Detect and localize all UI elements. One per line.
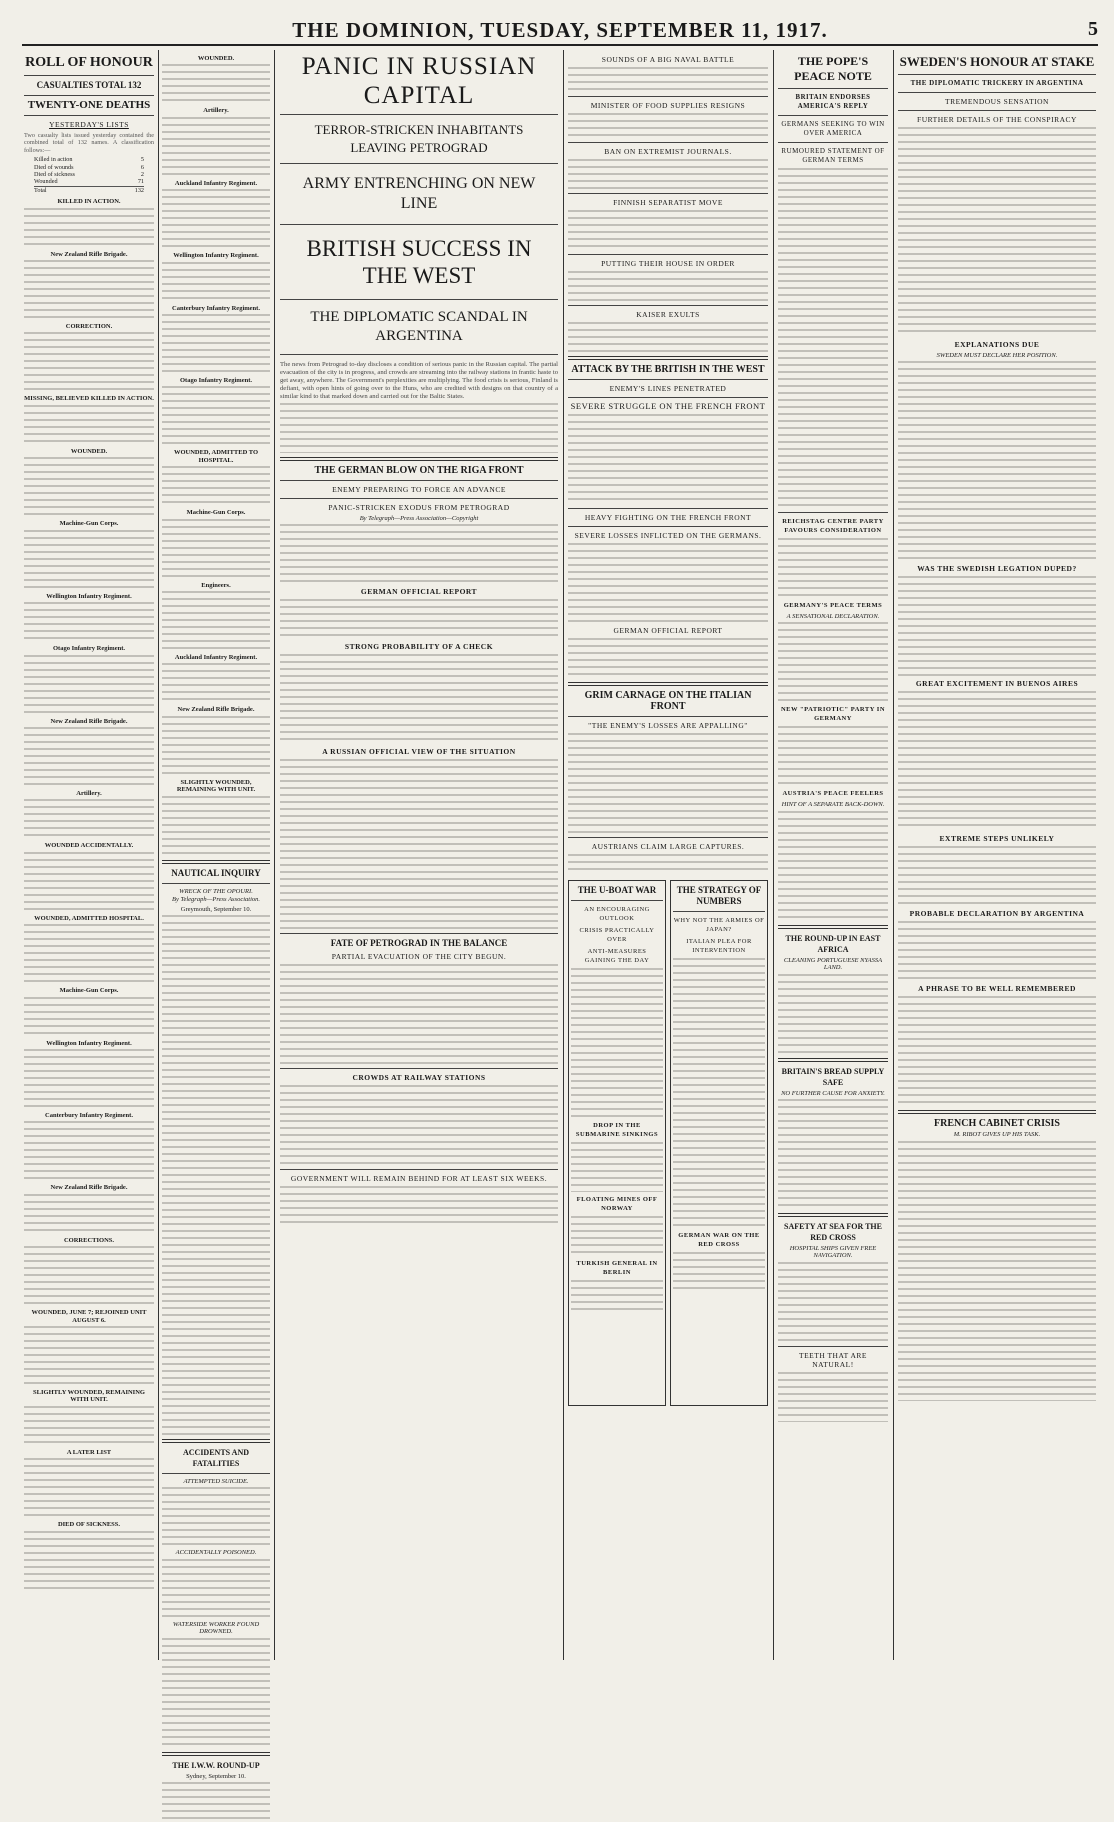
- list-text: [162, 262, 270, 302]
- list-text: [24, 457, 154, 517]
- subheadline: A SENSATIONAL DECLARATION.: [786, 613, 880, 620]
- subheadline: FURTHER DETAILS OF THE CONSPIRACY: [917, 115, 1077, 124]
- subheadline: WAS THE SWEDISH LEGATION DUPED?: [917, 564, 1077, 574]
- headline: HEAVY FIGHTING ON THE FRENCH FRONT: [584, 513, 752, 522]
- list-text: [24, 1406, 154, 1446]
- subheadline: HOSPITAL SHIPS GIVEN FREE NAVIGATION.: [789, 1245, 877, 1260]
- list-text: [24, 1049, 154, 1109]
- article-text: [778, 726, 888, 786]
- headline: THE POPE'S PEACE NOTE: [794, 54, 872, 83]
- headline: FINNISH SEPARATIST MOVE: [613, 198, 723, 207]
- boxed-article-strategy: [670, 880, 768, 1406]
- list-text: [24, 1121, 154, 1181]
- article-text: [898, 361, 1096, 561]
- section-heading: MISSING, BELIEVED KILLED IN ACTION.: [24, 395, 154, 403]
- article-text: [280, 654, 558, 744]
- headline: THE U-BOAT WAR: [577, 885, 657, 895]
- advertisement-headline: TEETH THAT ARE NATURAL!: [799, 1350, 867, 1369]
- table-row: Wounded 71: [34, 178, 144, 186]
- article-text: [568, 67, 768, 92]
- subheadline: ATTEMPTED SUICIDE.: [183, 1477, 249, 1485]
- section-heading: DIED OF SICKNESS.: [57, 1521, 121, 1529]
- column-casualties-nautical: [162, 52, 270, 1780]
- masthead: [22, 18, 1098, 46]
- article-text: [778, 1372, 888, 1422]
- headline: ACCIDENTS AND FATALITIES: [182, 1447, 249, 1468]
- section-heading: New Zealand Rifle Brigade.: [50, 717, 128, 725]
- headline: THE STRATEGY OF NUMBERS: [676, 885, 762, 906]
- table-row: Total 132: [34, 186, 144, 194]
- table-row: Killed in action 5: [34, 156, 144, 164]
- article-text: [568, 210, 768, 250]
- article-text: [162, 1487, 270, 1547]
- subheadline: GREAT EXCITEMENT IN BUENOS AIRES: [915, 679, 1079, 689]
- subheadline: CROWDS AT RAILWAY STATIONS: [352, 1073, 486, 1083]
- column-rule: [773, 50, 774, 1660]
- article-text: [898, 1141, 1096, 1401]
- subheadline: SWEDEN MUST DECLARE HER POSITION.: [936, 352, 1058, 359]
- byline: By Telegraph—Press Association.: [171, 896, 261, 904]
- headline: THE I.W.W. ROUND-UP: [172, 1760, 260, 1770]
- section-heading: WOUNDED.: [197, 55, 235, 62]
- subheadline: TERROR-STRICKEN INHABITANTS LEAVING PETROGRAD: [314, 122, 524, 155]
- headline: SOUNDS OF A BIG NAVAL BATTLE: [601, 55, 735, 64]
- article-text: [280, 1186, 558, 1226]
- casualty-lists: [24, 198, 154, 1590]
- section-heading: Artillery.: [203, 107, 229, 115]
- column-roll-of-honour: [24, 52, 154, 1662]
- article-text: [898, 921, 1096, 981]
- subheadline: PANIC-STRICKEN EXODUS FROM PETROGRAD: [328, 503, 510, 512]
- headline: NAUTICAL INQUIRY: [171, 867, 261, 878]
- section-heading: New Zealand Rifle Brigade.: [177, 706, 255, 714]
- article-text: [280, 759, 558, 929]
- article-text: [568, 854, 768, 874]
- list-text: [24, 1458, 154, 1518]
- subheadline: AUSTRIANS CLAIM LARGE CAPTURES.: [591, 842, 745, 851]
- list-text: [24, 727, 154, 787]
- subheadline: STRONG PROBABILITY OF A CHECK: [344, 642, 494, 652]
- headline: ATTACK BY THE BRITISH IN THE WEST: [571, 364, 765, 375]
- article-text: [571, 968, 663, 1118]
- section-heading: Wellington Infantry Regiment.: [46, 1039, 132, 1047]
- list-text: [24, 1326, 154, 1386]
- subheadline: EXTREME STEPS UNLIKELY: [939, 834, 1055, 844]
- subheadline: M. RIBOT GIVES UP HIS TASK.: [953, 1131, 1041, 1139]
- subheadline: SEVERE LOSSES INFLICTED ON THE GERMANS.: [574, 531, 762, 540]
- subheadline: GOVERNMENT WILL REMAIN BEHIND FOR AT LEAST SIX WEEKS.: [290, 1174, 548, 1184]
- column-rule: [274, 50, 275, 1660]
- list-text: [24, 1246, 154, 1306]
- list-text: [162, 716, 270, 776]
- list-text: [162, 796, 270, 856]
- subheadline: CLEANING PORTUGUESE NYASSA LAND.: [783, 956, 883, 972]
- list-text: [24, 997, 154, 1037]
- section-heading: WOUNDED ACCIDENTALLY.: [44, 842, 134, 850]
- section-heading: WOUNDED, ADMITTED HOSPITAL.: [34, 914, 144, 922]
- section-heading: SLIGHTLY WOUNDED, REMAINING WITH UNIT.: [176, 778, 256, 794]
- article-text: [568, 414, 768, 504]
- section-heading: WOUNDED, JUNE 7; REJOINED UNIT AUGUST 6.: [31, 1309, 147, 1324]
- section-heading: Auckland Infantry Regiment.: [174, 179, 258, 187]
- subheadline: GERMAN OFFICIAL REPORT: [613, 626, 723, 635]
- section-heading: Otago Infantry Regiment.: [179, 377, 253, 385]
- subheadline: TWENTY-ONE DEATHS: [27, 99, 151, 111]
- headline: KAISER EXULTS: [636, 310, 700, 319]
- article-text: [673, 958, 765, 1228]
- subheadline: FLOATING MINES OFF NORWAY: [576, 1196, 658, 1212]
- dateline: Sydney, September 10.: [186, 1772, 246, 1780]
- section-heading: CORRECTIONS.: [63, 1236, 115, 1244]
- subheadline: WATERSIDE WORKER FOUND DROWNED.: [172, 1620, 260, 1636]
- list-text: [24, 405, 154, 445]
- section-heading: Wellington Infantry Regiment.: [173, 252, 259, 260]
- subheadline: EXPLANATIONS DUE: [954, 340, 1040, 349]
- subheadline: ENEMY PREPARING TO FORCE AN ADVANCE: [332, 485, 506, 494]
- section-heading: Auckland Infantry Regiment.: [174, 654, 258, 662]
- list-text: [24, 799, 154, 839]
- subheadline: BRITAIN ENDORSES AMERICA'S REPLY: [795, 94, 871, 110]
- article-text: [898, 996, 1096, 1106]
- list-text: [24, 1531, 154, 1591]
- table-row: Died of sickness 2: [34, 171, 144, 179]
- section-heading: Otago Infantry Regiment.: [52, 645, 126, 653]
- article-text: [778, 974, 888, 1054]
- subheadline: TREMENDOUS SENSATION: [945, 97, 1049, 106]
- subheadline: GERMANY'S PEACE TERMS: [783, 602, 883, 609]
- article-text: [568, 543, 768, 623]
- article-text: [778, 622, 888, 702]
- headline: PUTTING THEIR HOUSE IN ORDER: [601, 259, 735, 268]
- list-text: [24, 208, 154, 248]
- subheadline: RUMOURED STATEMENT OF GERMAN TERMS: [781, 147, 885, 164]
- article-text: [162, 1638, 270, 1748]
- article-text: [162, 915, 270, 1435]
- section-heading: Machine-Gun Corps.: [59, 520, 119, 528]
- headline: FRENCH CABINET CRISIS: [934, 1118, 1060, 1130]
- article-text: [568, 733, 768, 833]
- byline: By Telegraph—Press Association—Copyright: [359, 515, 479, 522]
- dateline: Greymouth, September 10.: [180, 905, 252, 913]
- subheadline: NO FURTHER CAUSE FOR ANXIETY.: [781, 1089, 885, 1097]
- table-row: Died of wounds 6: [34, 163, 144, 171]
- list-text: [24, 655, 154, 715]
- column-pope-peace-note: [778, 52, 888, 1662]
- article-text: [571, 1216, 663, 1256]
- list-text: [24, 332, 154, 392]
- article-text: [280, 964, 558, 1064]
- list-text: [162, 117, 270, 177]
- article-text: [280, 403, 558, 453]
- section-heading: WOUNDED.: [70, 447, 108, 455]
- subheadline: NEW "PATRIOTIC" PARTY IN GERMANY: [780, 706, 886, 723]
- subheadline: WHY NOT THE ARMIES OF JAPAN?: [673, 917, 765, 933]
- subheadline: CASUALTIES TOTAL 132: [36, 80, 142, 90]
- section-heading: New Zealand Rifle Brigade.: [50, 1184, 128, 1192]
- section-heading: KILLED IN ACTION.: [57, 198, 121, 206]
- casualty-table: [34, 156, 144, 194]
- subheadline: WRECK OF THE OPOURI.: [179, 887, 253, 895]
- headline: BRITAIN'S BREAD SUPPLY SAFE: [781, 1066, 885, 1087]
- section-heading: CORRECTION.: [65, 323, 113, 331]
- subheadline: THE DIPLOMATIC TRICKERY IN ARGENTINA: [910, 79, 1084, 87]
- subheadline: ENEMY'S LINES PENETRATED: [609, 384, 727, 393]
- article-text: [280, 1085, 558, 1165]
- lead-paragraph: The news from Petrograd to-day discloses a condition of serious panic in the Russian capital. The partial evacuation of the city is in progress, and crowds are streaming into the railway stations in frantic haste to get away, anywhere. The Government's perplexities are multiplying. The food crisis is serious, Finland is defiant, with open hints of going over to the Huns, who are credited with designs on that country of a similar kind to that marked down and carried out for the Baltic States.: [280, 361, 558, 400]
- headline: MINISTER OF FOOD SUPPLIES RESIGNS: [590, 101, 746, 110]
- headline: SWEDEN'S HONOUR AT STAKE: [899, 54, 1095, 69]
- lead-headline: PANIC IN RUSSIAN CAPITAL: [301, 53, 537, 109]
- section-heading: WOUNDED, ADMITTED TO HOSPITAL.: [173, 449, 259, 464]
- subheadline: GERMAN WAR ON THE RED CROSS: [678, 1232, 760, 1248]
- section-heading: Canterbury Infantry Regiment.: [172, 304, 260, 312]
- headline: SAFETY AT SEA FOR THE RED CROSS: [784, 1222, 882, 1243]
- subheadline: TURKISH GENERAL IN BERLIN: [576, 1260, 658, 1276]
- column-rule: [563, 50, 564, 1660]
- article-text: [162, 1782, 270, 1822]
- article-text: [568, 271, 768, 301]
- intro-text: Two casualty lists issued yesterday contained the combined total of 132 names. A classification follows:—: [24, 132, 154, 154]
- list-text: [162, 314, 270, 374]
- subheadline: DROP IN THE SUBMARINE SINKINGS: [575, 1122, 659, 1138]
- article-text: [571, 1280, 663, 1310]
- list-text: [24, 924, 154, 984]
- article-text: [778, 1099, 888, 1209]
- section-heading: SLIGHTLY WOUNDED, REMAINING WITH UNIT.: [33, 1388, 145, 1404]
- list-text: [24, 602, 154, 642]
- article-text: [778, 811, 888, 921]
- subheadline: BRITISH SUCCESS IN THE WEST: [306, 236, 532, 288]
- column-rule: [158, 50, 159, 1660]
- article-text: [898, 127, 1096, 337]
- article-text: [568, 113, 768, 138]
- list-text: [162, 519, 270, 579]
- subheadline: YESTERDAY'S LISTS: [49, 120, 129, 129]
- column-lead-story: [280, 52, 558, 1662]
- article-text: [568, 159, 768, 189]
- article-text: [778, 538, 888, 598]
- subheadline: SEVERE STRUGGLE ON THE FRENCH FRONT: [570, 401, 766, 411]
- section-heading: Canterbury Infantry Regiment.: [45, 1111, 133, 1119]
- column-sweden: [898, 52, 1096, 1662]
- headline: BAN ON EXTREMIST JOURNALS.: [604, 147, 732, 156]
- subheadline: AN ENCOURAGING OUTLOOK: [584, 906, 650, 922]
- subheadline: AUSTRIA'S PEACE FEELERS: [782, 790, 884, 798]
- headline: THE GERMAN BLOW ON THE RIGA FRONT: [314, 465, 524, 476]
- article-text: [778, 168, 888, 508]
- page-number: 5: [1088, 18, 1098, 40]
- subheadline: GERMANS SEEKING TO WIN OVER AMERICA: [781, 120, 885, 137]
- section-heading: Wellington Infantry Regiment.: [46, 592, 132, 600]
- article-text: [898, 691, 1096, 831]
- subheadline: PARTIAL EVACUATION OF THE CITY BEGUN.: [331, 952, 507, 962]
- subheadline: CRISIS PRACTICALLY OVER: [579, 927, 655, 943]
- section-heading: Engineers.: [201, 581, 231, 589]
- subheadline: ARMY ENTRENCHING ON NEW LINE: [302, 175, 536, 212]
- subheadline: "THE ENEMY'S LOSSES ARE APPALLING": [588, 721, 748, 730]
- boxed-article-uboat: [568, 880, 666, 1406]
- article-text: [280, 599, 558, 639]
- headline: ROLL OF HONOUR: [25, 55, 153, 70]
- subheadline: THE DIPLOMATIC SCANDAL IN ARGENTINA: [310, 309, 528, 344]
- subheadline: ANTI-MEASURES GAINING THE DAY: [584, 948, 650, 964]
- list-text: [24, 1194, 154, 1234]
- list-text: [162, 663, 270, 703]
- list-text: [162, 189, 270, 249]
- subheadline: GERMAN OFFICIAL REPORT: [360, 587, 478, 597]
- article-text: [673, 1252, 765, 1292]
- subheadline: ACCIDENTALLY POISONED.: [175, 1549, 257, 1557]
- column-rule: [893, 50, 894, 1660]
- article-text: [571, 1142, 663, 1192]
- article-text: [898, 846, 1096, 906]
- casualty-lists: [162, 55, 270, 856]
- article-text: [898, 576, 1096, 676]
- headline: GRIM CARNAGE ON THE ITALIAN FRONT: [584, 690, 752, 712]
- headline: FATE OF PETROGRAD IN THE BALANCE: [330, 938, 508, 949]
- section-heading: New Zealand Rifle Brigade.: [50, 250, 128, 258]
- list-text: [24, 260, 154, 320]
- section-heading: Machine-Gun Corps.: [59, 987, 119, 995]
- newspaper-title: THE DOMINION, TUESDAY, SEPTEMBER 11, 1917.: [292, 18, 828, 42]
- article-text: [568, 638, 768, 678]
- list-text: [162, 466, 270, 506]
- subheadline: ITALIAN PLEA FOR INTERVENTION: [686, 938, 752, 954]
- article-text: [162, 1559, 270, 1619]
- list-text: [162, 591, 270, 651]
- article-text: [778, 1262, 888, 1342]
- list-text: [162, 386, 270, 446]
- subheadline: PROBABLE DECLARATION BY ARGENTINA: [909, 909, 1085, 919]
- subheadline: A RUSSIAN OFFICIAL VIEW OF THE SITUATION: [322, 747, 516, 757]
- subheadline: A PHRASE TO BE WELL REMEMBERED: [918, 984, 1076, 994]
- section-heading: Artillery.: [76, 789, 102, 797]
- subheadline: REICHSTAG CENTRE PARTY FAVOURS CONSIDERATION: [782, 518, 884, 534]
- section-heading: Machine-Gun Corps.: [186, 509, 246, 517]
- list-text: [24, 530, 154, 590]
- subheadline: HINT OF A SEPARATE BACK-DOWN.: [781, 801, 885, 809]
- article-text: [568, 322, 768, 352]
- headline: THE ROUND-UP IN EAST AFRICA: [785, 933, 881, 954]
- list-text: [24, 852, 154, 912]
- section-heading: A LATER LIST: [66, 1448, 112, 1456]
- column-war-news: [568, 52, 768, 1662]
- list-text: [162, 64, 270, 104]
- article-text: [280, 524, 558, 584]
